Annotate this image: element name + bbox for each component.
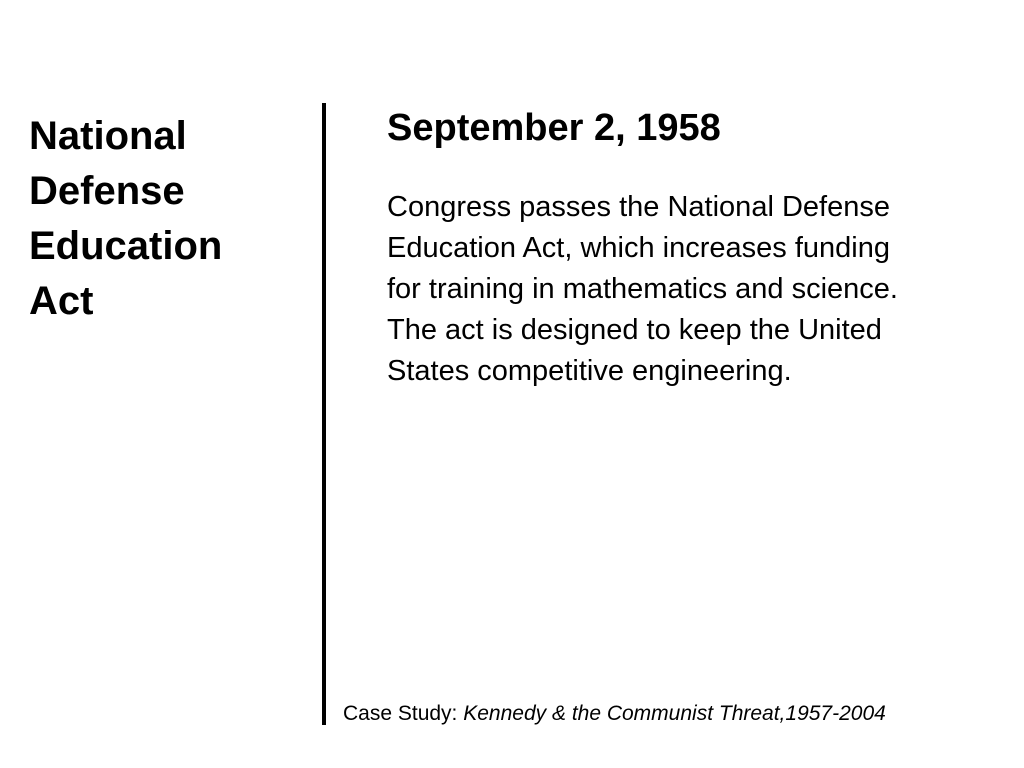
vertical-divider <box>322 103 326 725</box>
event-date: September 2, 1958 <box>387 107 721 149</box>
description-line: for training in mathematics and science. <box>387 273 898 305</box>
title-line: Education <box>29 224 223 268</box>
footer-prefix: Case Study: <box>343 702 464 725</box>
description-line: Education Act, which increases funding <box>387 232 890 264</box>
footer-source: Kennedy & the Communist Threat,1957-2004 <box>463 702 886 725</box>
description-line: Congress passes the National Defense <box>387 191 890 223</box>
title-line: National <box>29 114 187 158</box>
description-line: States competitive engineering. <box>387 355 792 387</box>
title-line: Act <box>29 279 94 323</box>
description-line: The act is designed to keep the United <box>387 314 882 346</box>
title-line: Defense <box>29 169 185 213</box>
footer-caption <box>343 700 886 728</box>
slide-title <box>29 109 299 329</box>
event-description <box>387 187 1007 392</box>
